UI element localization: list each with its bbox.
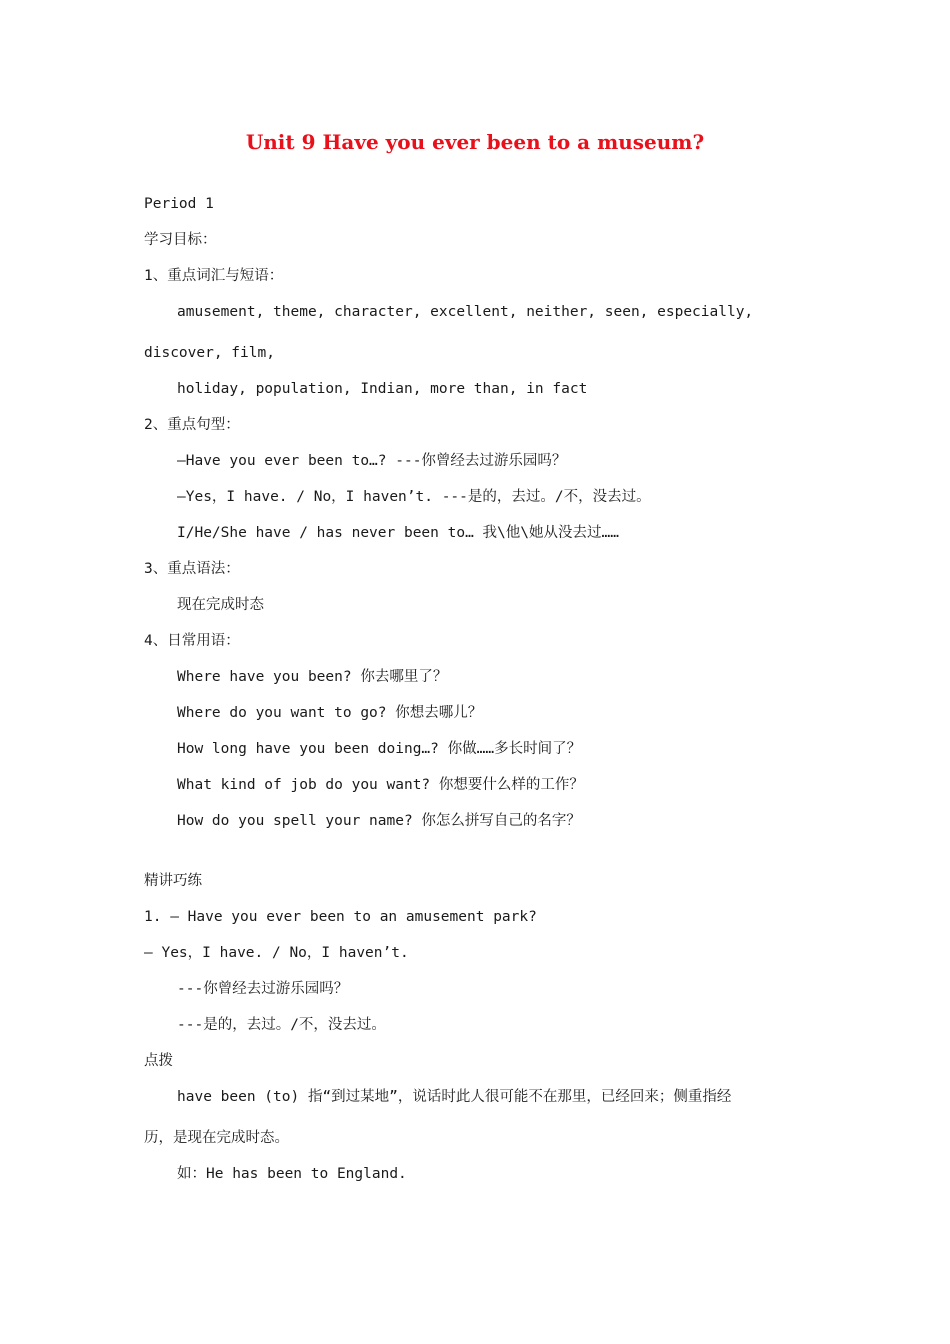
grammar-line: 现在完成时态 [177,597,264,613]
sentence-pattern-line: I/He/She have / has never been to… 我\他\她从没去过…… [177,525,619,541]
period-label: Period 1 [144,196,214,212]
section-heading-vocabulary: 1、重点词汇与短语： [144,268,284,284]
section-heading-tips: 点拨 [144,1053,173,1069]
vocabulary-line: holiday, population, Indian, more than, in fact [177,381,588,397]
sentence-pattern-line: —Have you ever been to…? ---你曾经去过游乐园吗？ [177,453,567,469]
practice-line: 1. — Have you ever been to an amusement park? [144,909,537,925]
practice-line: ---你曾经去过游乐园吗？ [177,981,349,997]
vocabulary-line: amusement, theme, character, excellent, neither, seen, especially, [177,304,754,320]
example-line: 如：He has been to England. [177,1166,407,1182]
section-heading-grammar: 3、重点语法： [144,561,240,577]
expression-line: How do you spell your name? 你怎么拼写自己的名字？ [177,813,581,829]
expression-line: What kind of job do you want? 你想要什么样的工作？ [177,777,584,793]
section-heading-daily-expressions: 4、日常用语： [144,633,240,649]
tip-line: have been (to) 指“到过某地”，说话时此人很可能不在那里，已经回来；侧重指经 [177,1089,732,1105]
expression-line: Where have you been? 你去哪里了？ [177,669,448,685]
tip-line: 历，是现在完成时态。 [144,1130,289,1146]
section-heading-practice: 精讲巧练 [144,873,202,889]
section-heading-objectives: 学习目标： [144,232,217,248]
practice-line: ---是的，去过。/不，没去过。 [177,1017,386,1033]
vocabulary-line: discover, film, [144,345,275,361]
expression-line: Where do you want to go? 你想去哪儿？ [177,705,483,721]
section-heading-sentence-patterns: 2、重点句型： [144,417,240,433]
practice-line: — Yes，I have. / No，I haven’t. [144,945,409,961]
document-title: Unit 9 Have you ever been to a museum? [245,130,705,154]
sentence-pattern-line: —Yes，I have. / No，I haven’t. ---是的，去过。/不，没去过。 [177,489,651,505]
expression-line: How long have you been doing…? 你做……多长时间了？ [177,741,582,757]
